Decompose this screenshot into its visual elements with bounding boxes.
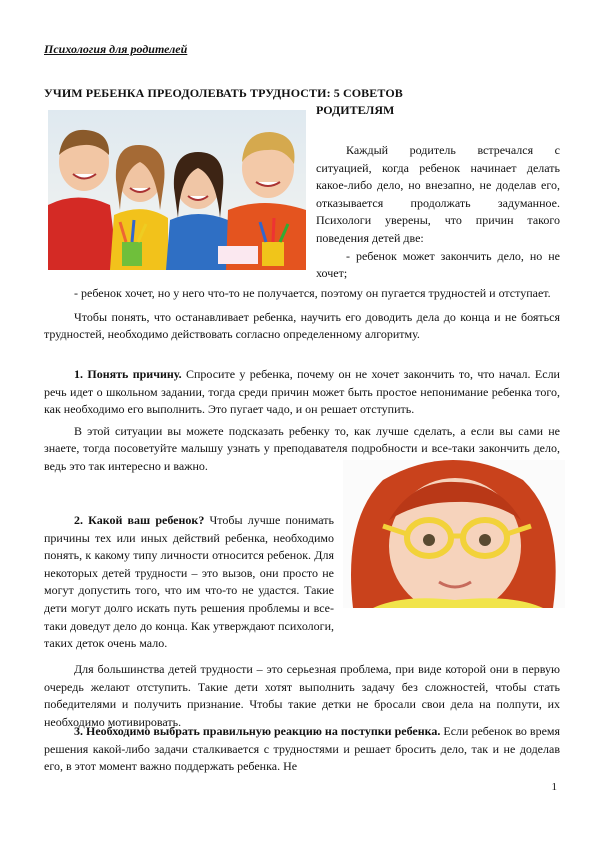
tip-2-wrapped [44,512,334,653]
tip-2-extra: Для большинства детей трудности – это серьезная проблема, при виде которой они в первую очередь желают отступить. Такие дети хотят выполнить задачу без сложностей, чтобы стать победителями и получить признание. Чтобы такие детки не бросали свои дела на полпути, их необходимо мотивировать. [44,662,560,729]
intro-algorithm: Чтобы понять, что останавливает ребенка, научить его доводить дела до конца и не бояться трудностей, необходимо действовать согласно определенному алгоритму. [44,309,560,342]
children-photo [48,110,306,270]
tip-1-heading: 1. Понять причину. [74,367,182,381]
section-label: Психология для родителей [44,42,188,56]
tip-1-paragraph [44,366,560,419]
tip-1-body: Спросите у ребенка, почему он не хочет закончить то, что начал. Если речь идет о школьном задании, тогда среди причин может быть простое непонимание ребенка того, как необходимо его выполнить. Это пугает чадо, и он решает отступить. [44,367,560,417]
girl-photo [343,460,565,608]
tip-2-extra-block [44,661,560,731]
page-number: 1 [551,781,557,793]
tip-3-paragraph [44,723,560,776]
article-title-continued: РОДИТЕЛЯМ [316,103,395,117]
intro-continuation [44,285,560,344]
tip-2-heading: 2. Какой ваш ребенок? [74,513,205,527]
intro-paragraph [316,142,560,283]
reason-one: - ребенок может закончить дело, но не хочет; [316,248,560,281]
reason-two: - ребенок хочет, но у него что-то не получается, поэтому он пугается трудностей и отступает. [74,286,551,300]
intro-text: Каждый родитель встречался с ситуацией, когда ребенок начинает делать какое-либо дело, но внезапно, не доделав его, отказывается продолжать задуманное. Психологи уверены, что причин такого поведения детей две: [316,143,560,245]
tip-2-body: Чтобы лучше понимать причины тех или иных действий ребенка, необходимо понять, к какому типу личности относится ребенок. Для некоторых детей трудности – это вызов, они просто не могут допустить того, что им что-то не удастся. Такие дети могут долго искать путь решения проблемы и все-таки доведут дело до конца. Как утверждают психологи, таких деток очень мало. [44,513,334,651]
article-title: УЧИМ РЕБЕНКА ПРЕОДОЛЕВАТЬ ТРУДНОСТИ: 5 СОВЕТОВ [44,86,403,100]
tip-1-extra: В этой ситуации вы можете подсказать ребенку то, как лучше сделать, а если вы сами не знаете, тогда посоветуйте малышу узнать у преподавателя подробности и все-таки закончить дело, ведь это так интересно и важно. [44,423,560,473]
girl-photo-drawing [343,460,565,608]
tip-3 [44,723,560,776]
tip-2-paragraph [44,512,334,653]
children-photo-drawing [48,110,306,270]
tip-3-heading: 3. Необходимо выбрать правильную реакцию на поступки ребенка. [74,724,441,738]
tip-3-body: Если ребенок во время решения какой-либо задачи сталкивается с трудностями и решает бросить дело, так и не доделав его, в этот момент важно поддержать ребенка. Не [44,724,561,774]
